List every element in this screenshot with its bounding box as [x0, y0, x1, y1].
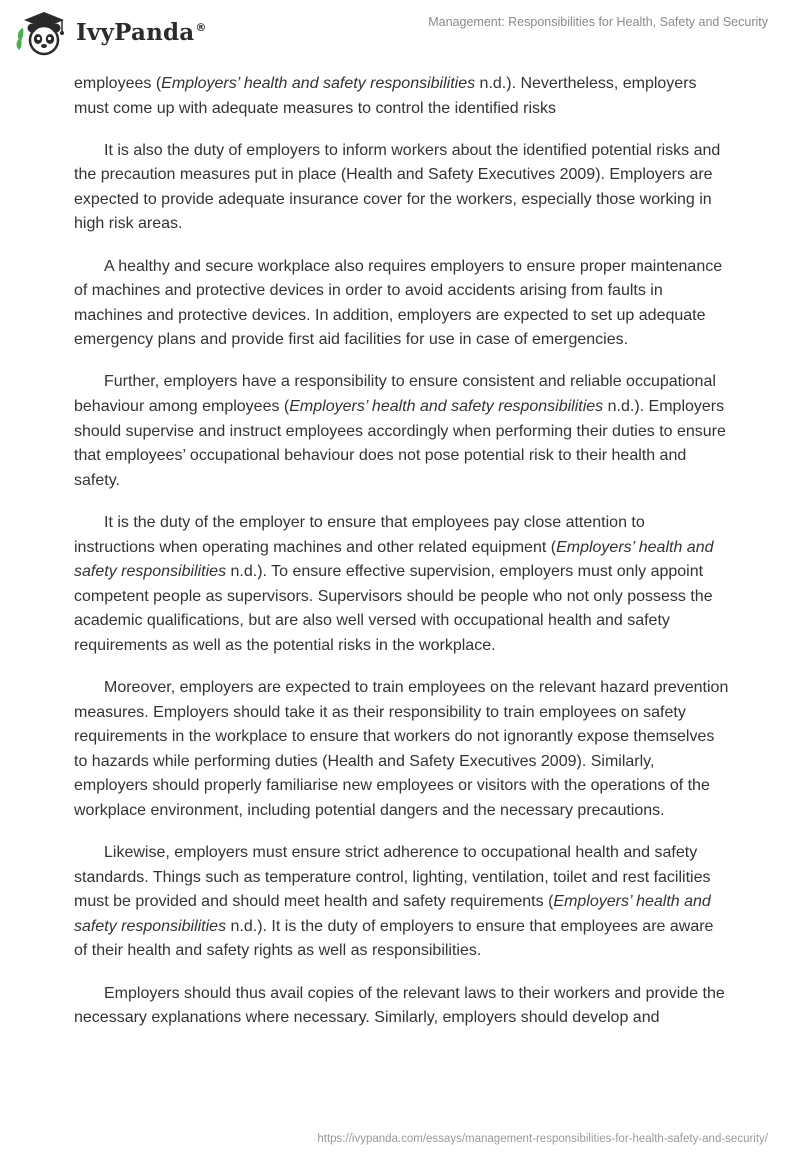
paragraph-3: Further, employers have a responsibility to ensure consistent and reliable occupational behaviour among employees (Employers’ health and safety responsibilities n.d.). Employers should supervise and instruct employees accordingly when performing their duties to ensure that employees’ occupational behaviour does not pose potential risk to their health and safety.	[74, 373, 726, 489]
document-title: Management: Responsibilities for Health, Safety and Security	[428, 15, 768, 29]
paragraph-1: It is also the duty of employers to inform workers about the identified potential risks and the precaution measures put in place (Health and Safety Executives 2009). Employers are expected to provide adequate insurance cover for the workers, especially those working in high risk areas.	[74, 141, 721, 233]
paragraph-5: Moreover, employers are expected to train employees on the relevant hazard prevention measures. Employers should take it as their responsibility to train employees on safety requirements in the workplace to ensure that workers do not ignorantly expose themselves to hazards while performing duties (Health and Safety Executives 2009). Similarly, employers should properly familiarise new employees or visitors with the operations of the workplace environment, including potential dangers and the necessary precautions.	[74, 678, 729, 819]
panda-graduate-icon	[14, 8, 70, 56]
paragraph-6: Likewise, employers must ensure strict adherence to occupational health and safety standards. Things such as temperature control, lighting, ventilation, toilet and rest facilities must be provided and should meet health and safety requirements (Employers’ health and safety responsibilities n.d.). It is the duty of employers to ensure that employees are aware of their health and safety rights as well as responsibilities.	[74, 844, 714, 960]
page-header	[0, 0, 800, 64]
paragraph-4: It is the duty of the employer to ensure that employees pay close attention to instructions when operating machines and other related equipment (Employers’ health and safety responsibilities n.d.). To ensure effective supervision, employers must only appoint competent people as supervisors. Supervisors should be people who not only possess the academic qualifications, but are also well versed with occupational health and safety requirements as well as the potential risks in the workplace.	[74, 513, 714, 654]
paragraph-0: employees (Employers’ health and safety responsibilities n.d.). Nevertheless, employers must come up with adequate measures to control the identified risks	[74, 75, 697, 117]
paragraph-7: Employers should thus avail copies of the relevant laws to their workers and provide the necessary explanations where necessary. Similarly, employers should develop and	[74, 984, 725, 1027]
ivypanda-logo[interactable]	[14, 8, 207, 56]
paragraph-2: A healthy and secure workplace also requires employers to ensure proper maintenance of machines and protective devices in order to avoid accidents arising from faults in machines and protective devices. In addition, employers are expected to set up adequate emergency plans and provide first aid facilities for use in case of emergencies.	[74, 257, 723, 349]
logo-text: IvyPanda®	[76, 18, 207, 46]
source-url-link[interactable]: https://ivypanda.com/essays/management-responsibilities-for-health-safety-and-security/	[317, 1133, 768, 1145]
essay-body	[74, 72, 730, 1048]
